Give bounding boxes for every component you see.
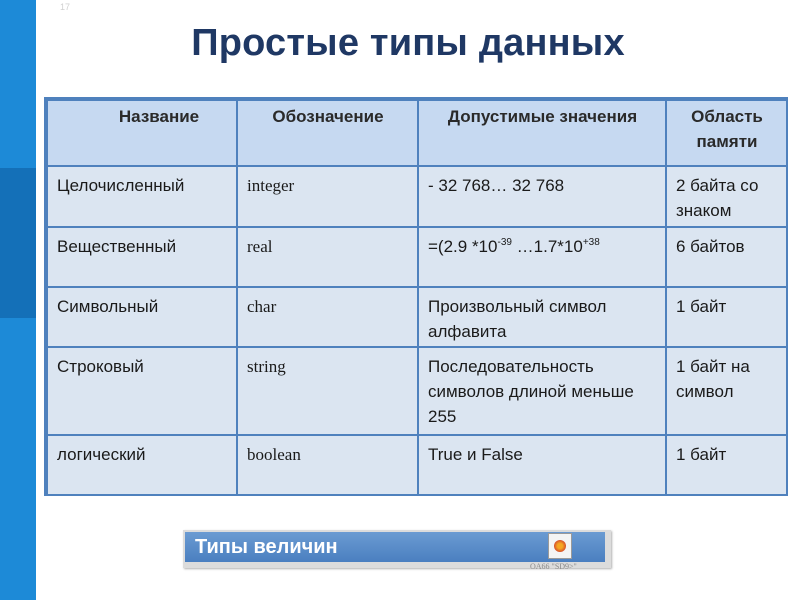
- type-range-cell: - 32 768… 32 768: [418, 166, 666, 227]
- type-code-cell: integer: [237, 166, 418, 227]
- table-header-row: [47, 100, 787, 166]
- table-row: [47, 435, 787, 495]
- type-code-cell: real: [237, 227, 418, 287]
- type-name-cell: Строковый: [47, 347, 237, 435]
- data-types-table-frame: [44, 97, 788, 496]
- slide-title: Простые типы данных: [191, 22, 625, 64]
- type-name-cell: Целочисленный: [47, 166, 237, 227]
- table-row: [47, 227, 787, 287]
- range-exponent-min: -39: [497, 237, 512, 248]
- type-range-cell: Произвольный символ алфавита: [418, 287, 666, 347]
- type-name-cell: Символьный: [47, 287, 237, 347]
- type-memory-cell: 1 байт: [666, 287, 787, 347]
- type-range-cell: [418, 227, 666, 287]
- type-code-cell: char: [237, 287, 418, 347]
- header-memory: Область памяти: [666, 100, 787, 166]
- data-types-table: [46, 99, 788, 496]
- type-code-cell: boolean: [237, 435, 418, 495]
- header-range: Допустимые значения: [418, 100, 666, 166]
- type-code-cell: string: [237, 347, 418, 435]
- range-prefix: =(2.9 *10: [428, 237, 498, 256]
- file-icon-caption: OA66 "SD9>": [530, 562, 577, 571]
- presentation-file-icon[interactable]: [548, 533, 572, 559]
- presentation-file-icon-emblem: [554, 540, 566, 552]
- range-exponent-max: +38: [582, 237, 600, 248]
- header-code: Обозначение: [237, 100, 418, 166]
- slide-corner-mark: 17: [60, 2, 71, 12]
- table-row: [47, 347, 787, 435]
- type-memory-cell: 2 байта со знаком: [666, 166, 787, 227]
- side-accent-block: [0, 168, 36, 318]
- type-memory-cell: 6 байтов: [666, 227, 787, 287]
- type-name-cell: логический: [47, 435, 237, 495]
- type-memory-cell: 1 байт на символ: [666, 347, 787, 435]
- value-types-link-button[interactable]: Типы величин: [185, 532, 605, 562]
- range-middle: …1.7*10: [511, 237, 583, 256]
- table-row: [47, 287, 787, 347]
- header-name: Название: [47, 100, 237, 166]
- type-range-cell: Последовательность символов длиной меньше 255: [418, 347, 666, 435]
- table-row: [47, 166, 787, 227]
- type-range-cell: True и False: [418, 435, 666, 495]
- type-name-cell: Вещественный: [47, 227, 237, 287]
- type-memory-cell: 1 байт: [666, 435, 787, 495]
